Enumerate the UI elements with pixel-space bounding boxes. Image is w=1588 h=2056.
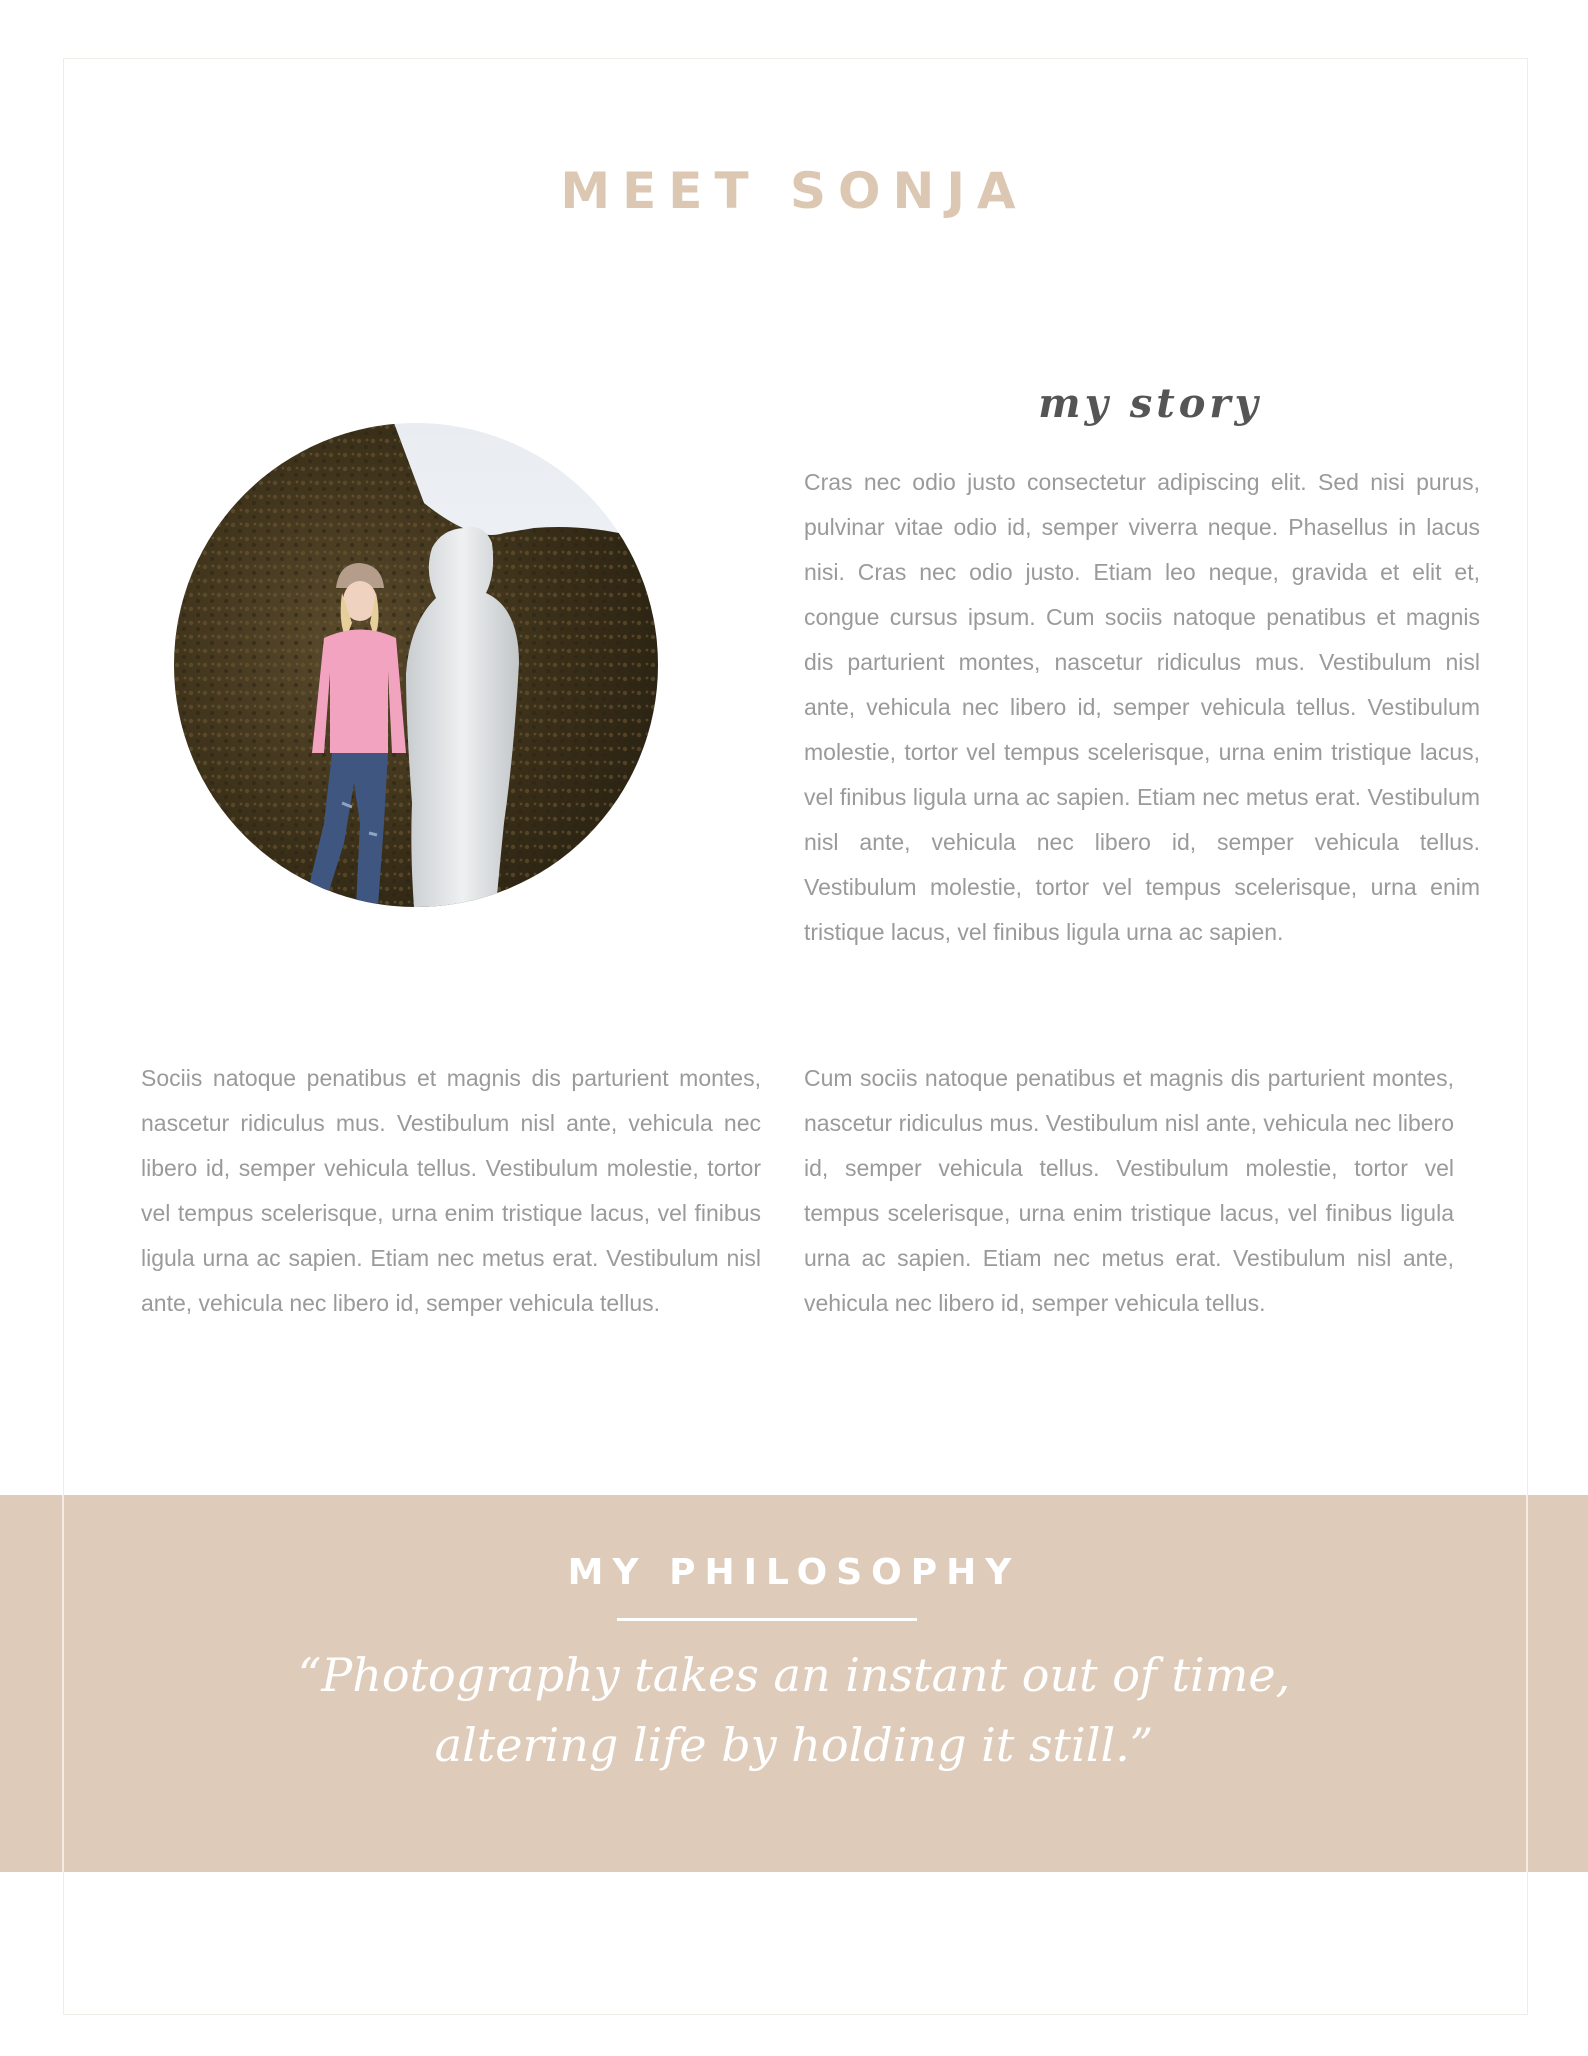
philosophy-band (0, 1495, 1588, 1872)
philosophy-divider (617, 1618, 917, 1621)
philosophy-quote (0, 1640, 1588, 1780)
right-column-paragraph: Cum sociis natoque penatibus et magnis dis parturient montes, nascetur ridiculus mus. Vestibulum nisl ante, vehicula nec libero id, semper vehicula tellus. Vestibulum molestie, tortor vel tempus scelerisque, urna enim tristique lacus, vel finibus ligula urna ac sapien. Etiam nec metus erat. Vestibulum nisl ante, vehicula nec libero id, semper vehicula tellus. (804, 1065, 1454, 1316)
philosophy-title: MY PHILOSOPHY (567, 1552, 1021, 1593)
page-title: MEET SONJA (560, 162, 1028, 220)
story-heading: my story (1038, 380, 1262, 427)
story-paragraph: Cras nec odio justo consectetur adipiscing elit. Sed nisi purus, pulvinar vitae odio id, semper viverra neque. Phasellus in lacus nisi. Cras nec odio justo. Etiam leo neque, gravida et elit et, congue cursus ipsum. Cum sociis natoque penatibus et magnis dis parturient montes, nascetur ridiculus mus. Vestibulum nisl ante, vehicula nec libero id, semper vehicula tellus. Vestibulum molestie, tortor vel tempus scelerisque, urna enim tristique lacus, vel finibus ligula urna ac sapien. Etiam nec metus erat. Vestibulum nisl ante, vehicula nec libero id, semper vehicula tellus. Vestibulum molestie, tortor vel tempus scelerisque, urna enim tristique lacus, vel finibus ligula urna ac sapien. (804, 469, 1480, 945)
quote-line-2: altering life by holding it still.” (434, 1718, 1154, 1772)
portrait-photo (174, 423, 658, 907)
quote-line-1: “Photography takes an instant out of time, (297, 1648, 1291, 1702)
left-column-paragraph: Sociis natoque penatibus et magnis dis parturient montes, nascetur ridiculus mus. Vestibulum nisl ante, vehicula nec libero id, semper vehicula tellus. Vestibulum molestie, tortor vel tempus scelerisque, urna enim tristique lacus, vel finibus ligula urna ac sapien. Etiam nec metus erat. Vestibulum nisl ante, vehicula nec libero id, semper vehicula tellus. (141, 1065, 761, 1316)
